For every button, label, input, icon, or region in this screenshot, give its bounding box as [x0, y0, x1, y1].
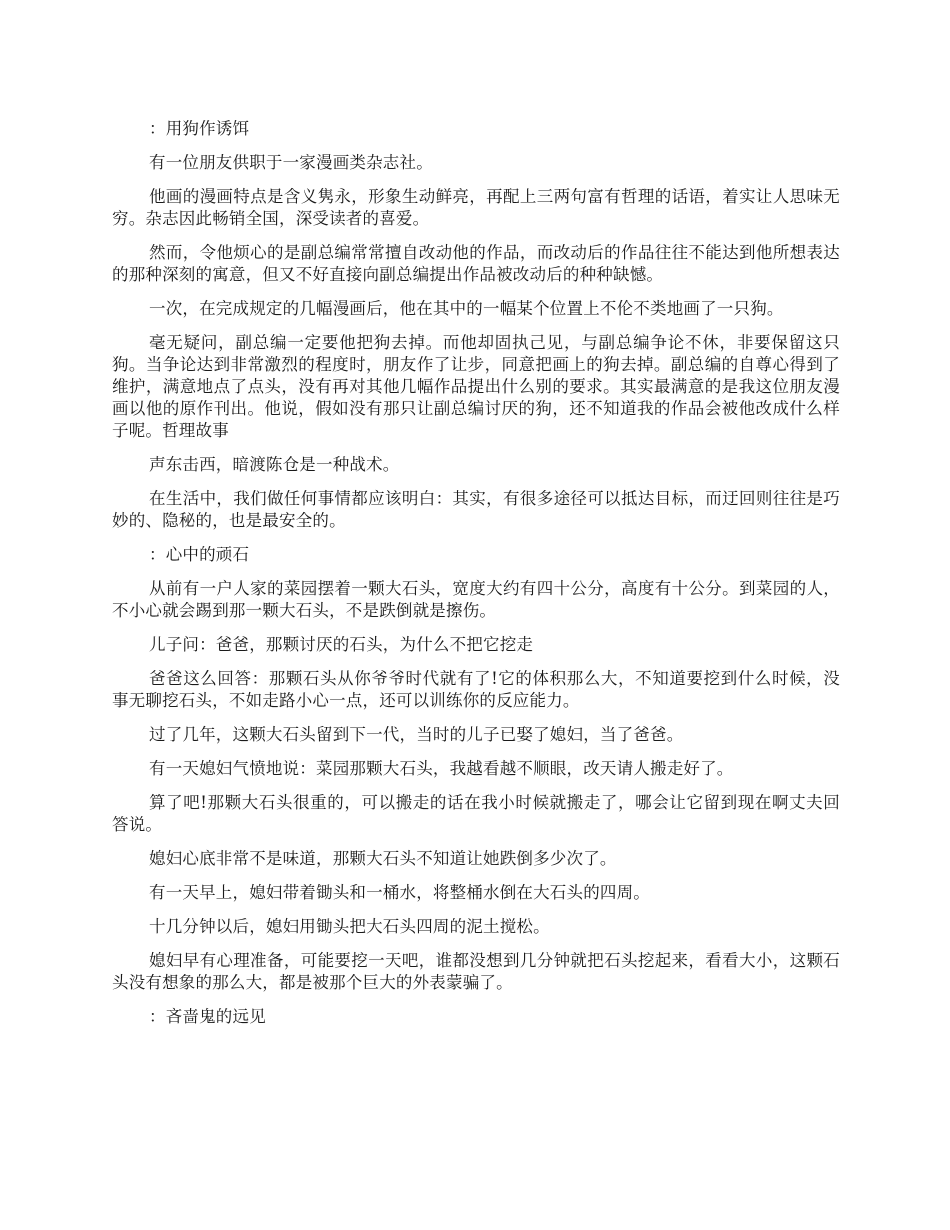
paragraph: 媳妇心底非常不是味道，那颗大石头不知道让她跌倒多少次了。: [149, 849, 617, 868]
section-heading-stubborn-stone: ：心中的顽石: [149, 545, 250, 564]
paragraph: 一次，在完成规定的几幅漫画后，他在其中的一幅某个位置上不伦不类地画了一只狗。: [149, 299, 784, 318]
paragraph: 他画的漫画特点是含义隽永，形象生动鲜亮，再配上三两句富有哲理的话语，着实让人思味无穷。杂志因此畅销全国，深受读者的喜爱。: [112, 187, 840, 228]
paragraph: 从前有一户人家的菜园摆着一颗大石头，宽度大约有四十公分，高度有十公分。到菜园的人，不小心就会踢到那一颗大石头，不是跌倒就是擦伤。: [112, 579, 840, 620]
paragraph: 过了几年，这颗大石头留到下一代，当时的儿子已娶了媳妇，当了爸爸。: [149, 725, 684, 744]
paragraph: 然而，令他烦心的是副总编常常擅自改动他的作品，而改动后的作品往往不能达到他所想表达的那种深刻的寓意，但又不好直接向副总编提出作品被改动后的种种缺憾。: [112, 243, 840, 284]
section-heading-miser-foresight: ：吝啬鬼的远见: [149, 1007, 266, 1026]
paragraph: 有一位朋友供职于一家漫画类杂志社。: [149, 153, 433, 172]
paragraph: 在生活中，我们做任何事情都应该明白：其实，有很多途径可以抵达目标，而迂回则往往是巧妙的、隐秘的，也是最安全的。: [112, 489, 840, 530]
paragraph: 声东击西，暗渡陈仓是一种战术。: [149, 455, 400, 474]
paragraph: 有一天早上，媳妇带着锄头和一桶水，将整桶水倒在大石头的四周。: [149, 883, 650, 902]
paragraph: 十几分钟以后，媳妇用锄头把大石头四周的泥土搅松。: [149, 917, 550, 936]
paragraph: 有一天媳妇气愤地说：菜园那颗大石头，我越看越不顺眼，改天请人搬走好了。: [149, 759, 734, 778]
section-heading-dog-bait: ：用狗作诱饵: [149, 119, 250, 138]
document-page: [112, 118, 840, 1028]
paragraph: 儿子问：爸爸，那颗讨厌的石头，为什么不把它挖走: [149, 635, 534, 654]
paragraph: 爸爸这么回答：那颗石头从你爷爷时代就有了!它的体积那么大，不知道要挖到什么时候，没事无聊挖石头，不如走路小心一点，还可以训练你的反应能力。: [112, 669, 840, 710]
paragraph: 算了吧!那颗大石头很重的，可以搬走的话在我小时候就搬走了，哪会让它留到现在啊丈夫回答说。: [112, 793, 840, 834]
paragraph: 媳妇早有心理准备，可能要挖一天吧，谁都没想到几分钟就把石头挖起来，看看大小，这颗石头没有想象的那么大，都是被那个巨大的外表蒙骗了。: [112, 951, 840, 992]
paragraph: 毫无疑问，副总编一定要他把狗去掉。而他却固执己见，与副总编争论不休，非要保留这只狗。当争论达到非常激烈的程度时，朋友作了让步，同意把画上的狗去掉。副总编的自尊心得到了维护，满意地点了点头，没有再对其他几幅作品提出什么别的要求。其实最满意的是我这位朋友漫画以他的原作刊出。他说，假如没有那只让副总编讨厌的狗，还不知道我的作品会被他改成什么样子呢。哲理故事: [112, 333, 840, 440]
